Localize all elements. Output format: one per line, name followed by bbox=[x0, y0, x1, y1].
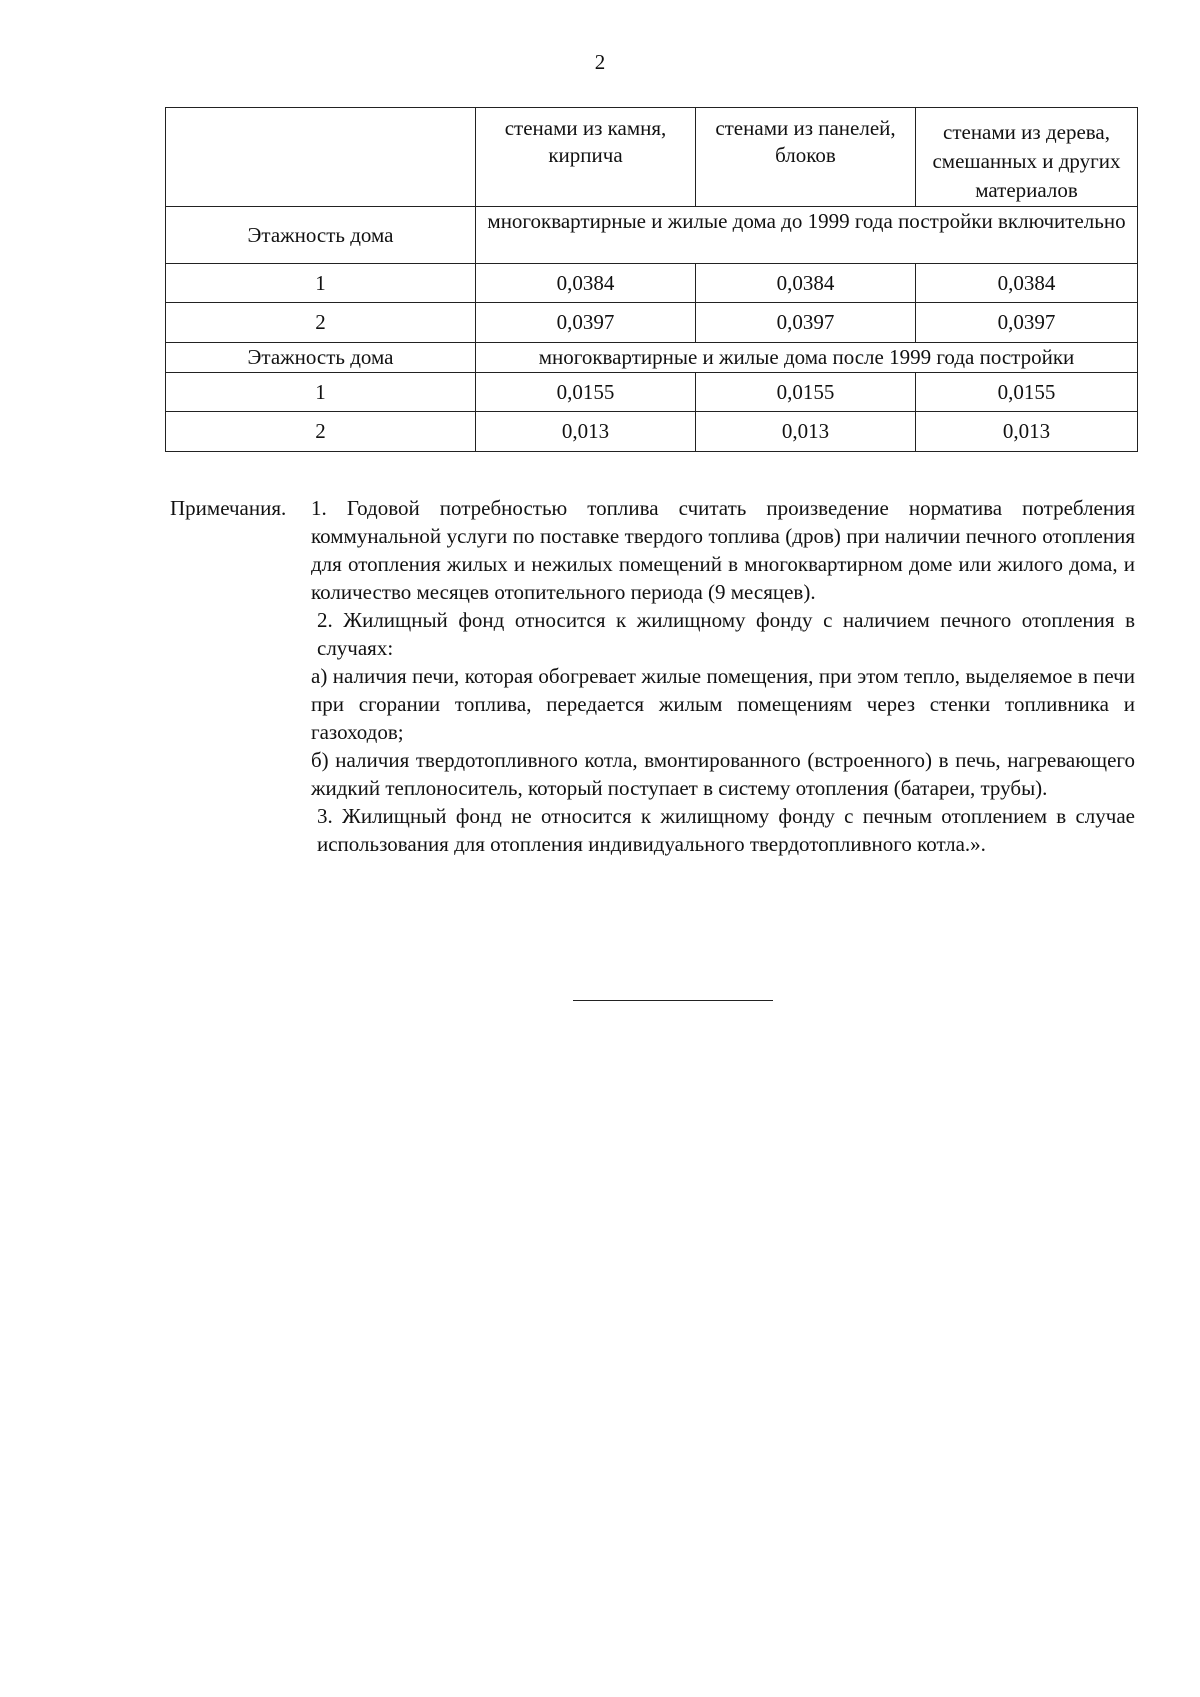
note-paragraph: а) наличия печи, которая обогревает жилые помещения, при этом тепло, выделяемое в печи при сгорании топлива, передается жилым помещениям через стенки топливника и газоходов; bbox=[311, 664, 1135, 744]
row-label-floors: Этажность дома bbox=[166, 207, 476, 264]
header-cell-panels-blocks: стенами из панелей, блоков bbox=[696, 108, 916, 207]
closing-divider bbox=[573, 1000, 773, 1001]
section-title: многоквартирные и жилые дома после 1999 года постройки bbox=[476, 343, 1138, 373]
section-title: многоквартирные и жилые дома до 1999 года постройки включительно bbox=[476, 207, 1138, 264]
header-cell-stone-brick: стенами из камня, кирпича bbox=[476, 108, 696, 207]
value-cell: 0,0155 bbox=[476, 373, 696, 412]
notes-label: Примечания. bbox=[170, 496, 287, 520]
value-cell: 0,013 bbox=[916, 412, 1138, 452]
floors-cell: 1 bbox=[166, 373, 476, 412]
notes-section bbox=[170, 494, 1135, 858]
floors-cell: 2 bbox=[166, 412, 476, 452]
value-cell: 0,0397 bbox=[916, 303, 1138, 343]
table-row bbox=[166, 303, 1138, 343]
note-paragraph: 2. Жилищный фонд относится к жилищному фонду с наличием печного отопления в случаях: bbox=[317, 608, 1135, 660]
note-paragraph: 3. Жилищный фонд не относится к жилищному фонду с печным отоплением в случае использования для отопления индивидуального твердотопливного котла.». bbox=[317, 804, 1135, 856]
value-cell: 0,0384 bbox=[476, 264, 696, 303]
header-cell-empty bbox=[166, 108, 476, 207]
header-cell-wood-mixed: стенами из дерева, смешанных и других материалов bbox=[916, 108, 1138, 207]
value-cell: 0,013 bbox=[476, 412, 696, 452]
norms-table bbox=[165, 107, 1138, 452]
value-cell: 0,0384 bbox=[696, 264, 916, 303]
section-title-row bbox=[166, 207, 1138, 264]
table-header-row bbox=[166, 108, 1138, 207]
value-cell: 0,013 bbox=[696, 412, 916, 452]
table-row bbox=[166, 412, 1138, 452]
table-row bbox=[166, 373, 1138, 412]
table-row bbox=[166, 264, 1138, 303]
value-cell: 0,0397 bbox=[476, 303, 696, 343]
floors-cell: 1 bbox=[166, 264, 476, 303]
value-cell: 0,0384 bbox=[916, 264, 1138, 303]
floors-cell: 2 bbox=[166, 303, 476, 343]
value-cell: 0,0155 bbox=[916, 373, 1138, 412]
value-cell: 0,0155 bbox=[696, 373, 916, 412]
row-label-floors: Этажность дома bbox=[166, 343, 476, 373]
notes-body bbox=[311, 494, 1135, 858]
value-cell: 0,0397 bbox=[696, 303, 916, 343]
note-paragraph: б) наличия твердотопливного котла, вмонтированного (встроенного) в печь, нагревающего жидкий теплоноситель, который поступает в систему отопления (батареи, трубы). bbox=[311, 748, 1135, 800]
section-title-row bbox=[166, 343, 1138, 373]
note-paragraph: 1. Годовой потребностью топлива считать произведение норматива потребления коммунальной услуги по поставке твердого топлива (дров) при наличии печного отопления для отопления жилых и нежилых помещений в многоквартирном доме или жилого дома, и количество месяцев отопительного периода (9 месяцев). bbox=[311, 496, 1135, 604]
page-number: 2 bbox=[594, 50, 606, 74]
